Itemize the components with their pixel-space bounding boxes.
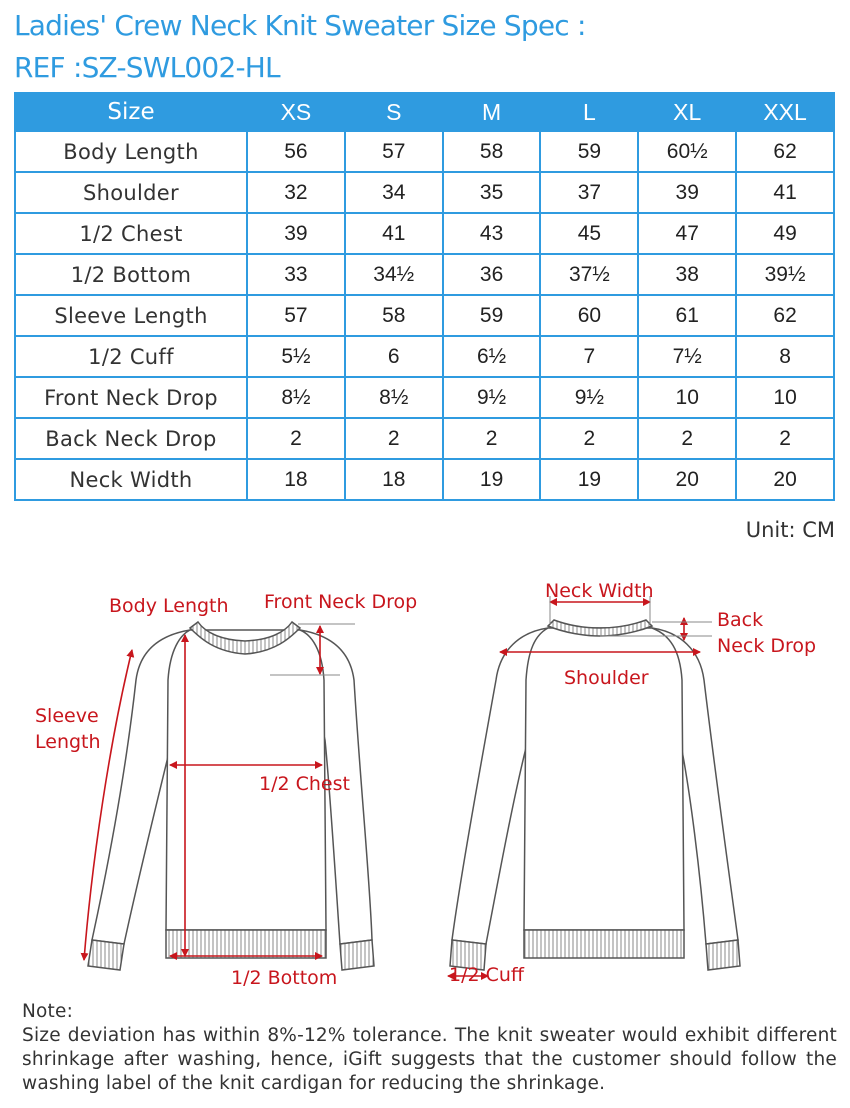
- table-cell: 39: [638, 172, 736, 213]
- table-cell: 37½: [540, 254, 638, 295]
- table-cell: 47: [638, 213, 736, 254]
- table-cell: 41: [345, 213, 443, 254]
- table-row: [15, 459, 834, 500]
- label-back-neck-drop-line2: Neck Drop: [717, 635, 817, 657]
- column-header: Size: [15, 93, 247, 131]
- table-cell: 2: [638, 418, 736, 459]
- label-half-bottom: 1/2 Bottom: [231, 967, 338, 989]
- table-cell: 61: [638, 295, 736, 336]
- front-hem-rib: [166, 930, 326, 958]
- label-back-neck-drop-line1: Back: [717, 609, 764, 631]
- table-cell: 9½: [540, 377, 638, 418]
- table-cell: 2: [540, 418, 638, 459]
- table-cell: 10: [736, 377, 834, 418]
- table-cell: 7½: [638, 336, 736, 377]
- table-cell: 41: [736, 172, 834, 213]
- column-header: XL: [638, 93, 736, 131]
- label-front-neck-drop: Front Neck Drop: [264, 591, 418, 613]
- front-right-cuff: [340, 940, 374, 970]
- row-label: 1/2 Chest: [15, 213, 247, 254]
- table-cell: 37: [540, 172, 638, 213]
- table-cell: 62: [736, 131, 834, 172]
- table-cell: 49: [736, 213, 834, 254]
- table-cell: 9½: [443, 377, 541, 418]
- table-cell: 34: [345, 172, 443, 213]
- table-cell: 2: [247, 418, 345, 459]
- table-cell: 32: [247, 172, 345, 213]
- label-shoulder: Shoulder: [564, 667, 649, 689]
- row-label: Neck Width: [15, 459, 247, 500]
- table-cell: 57: [247, 295, 345, 336]
- reference-code: REF :SZ-SWL002-HL: [14, 51, 280, 84]
- table-cell: 20: [736, 459, 834, 500]
- table-cell: 38: [638, 254, 736, 295]
- table-cell: 60: [540, 295, 638, 336]
- table-cell: 60½: [638, 131, 736, 172]
- table-cell: 58: [443, 131, 541, 172]
- table-row: [15, 377, 834, 418]
- front-left-cuff: [88, 940, 124, 970]
- row-label: Body Length: [15, 131, 247, 172]
- column-header: XXL: [736, 93, 834, 131]
- table-cell: 59: [540, 131, 638, 172]
- table-row: [15, 254, 834, 295]
- size-spec-table: [14, 92, 835, 501]
- row-label: Sleeve Length: [15, 295, 247, 336]
- table-cell: 58: [345, 295, 443, 336]
- table-cell: 59: [443, 295, 541, 336]
- table-cell: 6½: [443, 336, 541, 377]
- row-label: 1/2 Cuff: [15, 336, 247, 377]
- table-cell: 39: [247, 213, 345, 254]
- table-cell: 36: [443, 254, 541, 295]
- table-cell: 19: [540, 459, 638, 500]
- table-cell: 5½: [247, 336, 345, 377]
- table-cell: 8: [736, 336, 834, 377]
- table-cell: 34½: [345, 254, 443, 295]
- table-cell: 7: [540, 336, 638, 377]
- table-cell: 18: [247, 459, 345, 500]
- note-heading: Note:: [22, 1001, 74, 1022]
- label-neck-width: Neck Width: [545, 580, 654, 602]
- table-row: [15, 172, 834, 213]
- row-label: 1/2 Bottom: [15, 254, 247, 295]
- column-header: L: [540, 93, 638, 131]
- table-cell: 33: [247, 254, 345, 295]
- table-cell: 2: [443, 418, 541, 459]
- column-header: XS: [247, 93, 345, 131]
- table-cell: 2: [345, 418, 443, 459]
- table-header-row: [15, 93, 834, 131]
- table-cell: 18: [345, 459, 443, 500]
- row-label: Front Neck Drop: [15, 377, 247, 418]
- table-cell: 8½: [345, 377, 443, 418]
- back-right-cuff: [706, 940, 740, 970]
- column-header: M: [443, 93, 541, 131]
- back-hem-rib: [524, 930, 684, 958]
- label-half-chest: 1/2 Chest: [259, 773, 350, 795]
- table-cell: 45: [540, 213, 638, 254]
- table-row: [15, 131, 834, 172]
- label-body-length: Body Length: [109, 595, 229, 617]
- row-label: Shoulder: [15, 172, 247, 213]
- table-cell: 6: [345, 336, 443, 377]
- label-sleeve-length-line2: Length: [35, 731, 101, 753]
- table-row: [15, 213, 834, 254]
- page-title: Ladies' Crew Neck Knit Sweater Size Spec :: [14, 9, 586, 42]
- label-half-cuff: 1/2 Cuff: [449, 964, 525, 986]
- table-cell: 8½: [247, 377, 345, 418]
- note-section: [22, 1000, 837, 1096]
- table-cell: 2: [736, 418, 834, 459]
- table-cell: 56: [247, 131, 345, 172]
- label-sleeve-length-line1: Sleeve: [35, 705, 99, 727]
- table-cell: 57: [345, 131, 443, 172]
- table-cell: 19: [443, 459, 541, 500]
- column-header: S: [345, 93, 443, 131]
- table-cell: 20: [638, 459, 736, 500]
- table-cell: 43: [443, 213, 541, 254]
- note-text: Size deviation has within 8%-12% tolerance. The knit sweater would exhibit different shrinkage after washing, hence, iGift suggests that the customer should follow the washing label of the knit cardigan for reducing the shrinkage.: [22, 1025, 837, 1094]
- table-cell: 62: [736, 295, 834, 336]
- unit-label: Unit: CM: [745, 518, 835, 542]
- table-cell: 39½: [736, 254, 834, 295]
- row-label: Back Neck Drop: [15, 418, 247, 459]
- table-cell: 10: [638, 377, 736, 418]
- table-row: [15, 418, 834, 459]
- table-cell: 35: [443, 172, 541, 213]
- table-row: [15, 295, 834, 336]
- table-row: [15, 336, 834, 377]
